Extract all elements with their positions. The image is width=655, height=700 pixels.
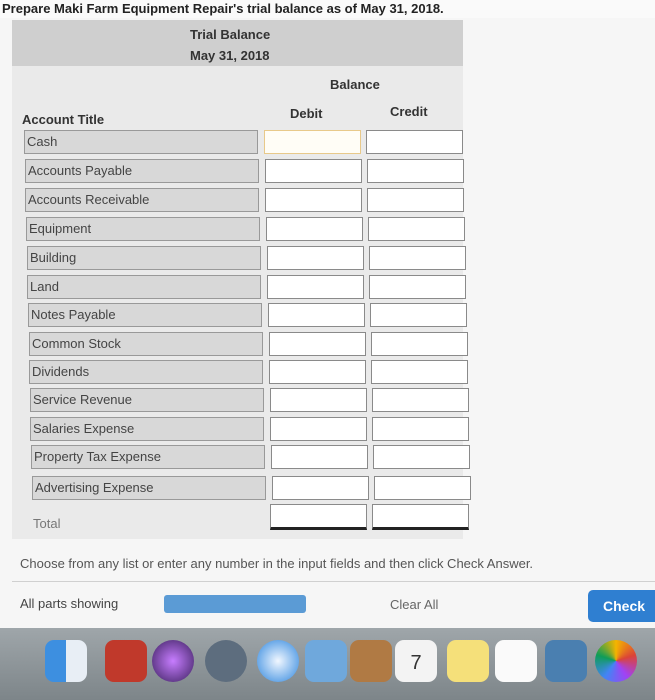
account-select[interactable]: Accounts Receivable — [25, 188, 259, 212]
credit-input[interactable] — [371, 332, 468, 356]
account-select[interactable]: Salaries Expense — [30, 417, 264, 441]
column-header-debit: Debit — [290, 106, 323, 121]
trial-balance-title: Trial Balance — [190, 27, 271, 42]
all-parts-label: All parts showing — [20, 596, 119, 611]
account-select[interactable]: Notes Payable — [28, 303, 262, 327]
credit-input[interactable] — [372, 417, 469, 441]
debit-input[interactable] — [264, 130, 361, 154]
photos-library-icon[interactable] — [545, 640, 587, 682]
finder-icon[interactable] — [45, 640, 87, 682]
trial-balance-date: May 31, 2018 — [190, 48, 270, 63]
credit-input[interactable] — [371, 360, 468, 384]
account-select[interactable]: Cash — [24, 130, 258, 154]
column-header-balance: Balance — [330, 77, 380, 92]
instruction-text: Choose from any list or enter any number in the input fields and then click Check Answer. — [20, 556, 534, 571]
table-row — [27, 246, 497, 274]
debit-input[interactable] — [265, 159, 362, 183]
debit-input[interactable] — [267, 246, 364, 270]
dock — [0, 628, 655, 700]
question-header: Prepare Maki Farm Equipment Repair's trial balance as of May 31, 2018. — [0, 0, 655, 18]
photo-booth-icon[interactable] — [105, 640, 147, 682]
credit-input[interactable] — [374, 476, 471, 500]
debit-input[interactable] — [269, 360, 366, 384]
account-select[interactable]: Equipment — [26, 217, 260, 241]
progress-bar — [164, 595, 306, 613]
account-select[interactable]: Accounts Payable — [25, 159, 259, 183]
debit-input[interactable] — [267, 275, 364, 299]
debit-input[interactable] — [266, 217, 363, 241]
credit-input[interactable] — [368, 217, 465, 241]
table-row — [28, 303, 498, 331]
account-select[interactable]: Property Tax Expense — [31, 445, 265, 469]
account-select[interactable]: Service Revenue — [30, 388, 264, 412]
account-select[interactable]: Land — [27, 275, 261, 299]
calendar-date: 7 — [410, 652, 422, 674]
credit-input[interactable] — [366, 130, 463, 154]
account-select[interactable]: Advertising Expense — [32, 476, 266, 500]
table-row — [29, 360, 499, 388]
debit-input[interactable] — [272, 476, 369, 500]
credit-input[interactable] — [369, 275, 466, 299]
account-select[interactable]: Common Stock — [29, 332, 263, 356]
table-row — [29, 332, 499, 360]
notes-folder-icon[interactable] — [350, 640, 392, 682]
table-row — [31, 445, 501, 473]
debit-input[interactable] — [269, 332, 366, 356]
photos-icon[interactable] — [595, 640, 637, 682]
table-row — [25, 188, 495, 216]
table-row — [24, 130, 494, 158]
table-row — [30, 388, 500, 416]
debit-input[interactable] — [271, 445, 368, 469]
check-answer-button[interactable]: Check — [588, 590, 655, 622]
credit-input[interactable] — [373, 445, 470, 469]
credit-input[interactable] — [367, 188, 464, 212]
column-header-account-title: Account Title — [22, 112, 105, 127]
account-select[interactable]: Building — [27, 246, 261, 270]
account-select[interactable]: Dividends — [29, 360, 263, 384]
launchpad-icon[interactable] — [205, 640, 247, 682]
footer-divider — [12, 581, 655, 582]
debit-input[interactable] — [270, 388, 367, 412]
notes-icon[interactable] — [447, 640, 489, 682]
credit-input[interactable] — [372, 388, 469, 412]
total-credit-input[interactable] — [372, 504, 469, 530]
table-row — [30, 417, 500, 445]
calendar-icon[interactable] — [395, 640, 437, 682]
siri-icon[interactable] — [152, 640, 194, 682]
table-row — [27, 275, 497, 303]
debit-input[interactable] — [268, 303, 365, 327]
table-row — [26, 217, 496, 245]
credit-input[interactable] — [370, 303, 467, 327]
total-debit-input[interactable] — [270, 504, 367, 530]
credit-input[interactable] — [369, 246, 466, 270]
credit-input[interactable] — [367, 159, 464, 183]
reminders-icon[interactable] — [495, 640, 537, 682]
table-row — [32, 476, 502, 504]
mail-icon[interactable] — [305, 640, 347, 682]
safari-icon[interactable] — [257, 640, 299, 682]
total-label: Total — [33, 516, 61, 531]
clear-all-button[interactable]: Clear All — [390, 597, 439, 612]
column-header-credit: Credit — [390, 104, 428, 119]
debit-input[interactable] — [265, 188, 362, 212]
debit-input[interactable] — [270, 417, 367, 441]
table-row — [25, 159, 495, 187]
